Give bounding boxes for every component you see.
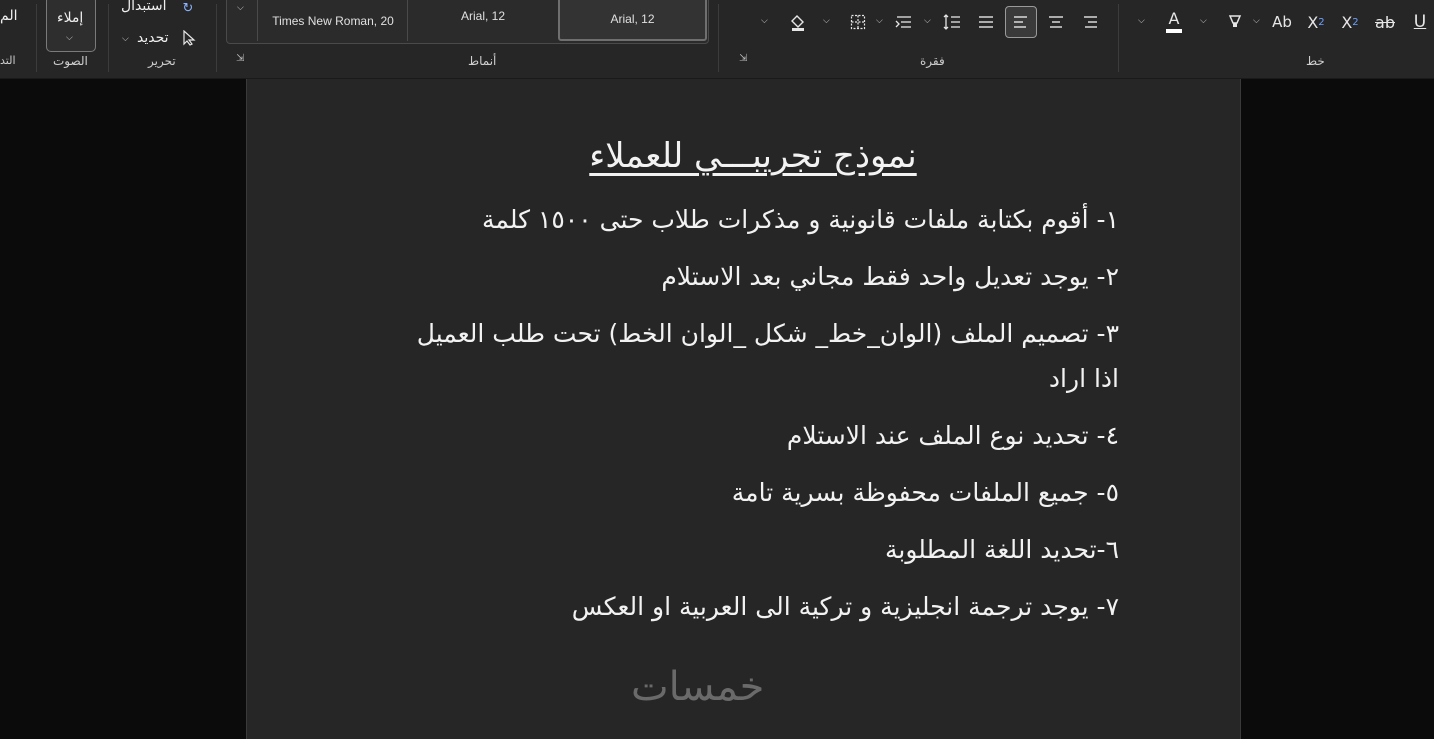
chevron-down-icon[interactable]: ⌵ bbox=[1138, 16, 1145, 26]
strikethrough-icon[interactable]: ab bbox=[1375, 12, 1395, 32]
document-page[interactable] bbox=[246, 79, 1241, 739]
justify-icon[interactable] bbox=[972, 8, 1000, 36]
separator bbox=[36, 4, 37, 72]
underline-icon[interactable]: U bbox=[1413, 12, 1427, 32]
subscript-icon[interactable]: X 2 bbox=[1341, 12, 1359, 32]
paragraph-dialog-launcher-icon[interactable]: ⇲ bbox=[739, 53, 748, 64]
borders-icon[interactable] bbox=[844, 8, 872, 36]
voice-group-label: الصوت bbox=[53, 54, 88, 68]
style-item[interactable]: Times New Roman, 20 bbox=[257, 0, 408, 41]
cutoff-button[interactable]: الم bbox=[0, 8, 18, 24]
align-right-icon[interactable] bbox=[1076, 8, 1104, 36]
text-direction-icon[interactable] bbox=[890, 8, 918, 36]
dictate-button[interactable] bbox=[46, 0, 96, 52]
replace-button[interactable]: استبدال bbox=[121, 0, 167, 14]
font-color-icon[interactable]: A bbox=[1160, 8, 1188, 36]
separator bbox=[1118, 4, 1119, 72]
align-left-icon[interactable] bbox=[1005, 6, 1037, 38]
document-line: ٣- تصميم الملف (الوان_خط_ شكل _الوان الخط) تحت طلب العميل اذا اراد bbox=[416, 319, 1119, 393]
style-item[interactable]: Arial, 12 bbox=[407, 0, 558, 41]
styles-gallery bbox=[226, 0, 709, 44]
replace-icon[interactable]: ↻ bbox=[182, 0, 194, 16]
select-button[interactable]: تحديد bbox=[137, 30, 169, 46]
chevron-down-icon[interactable]: ⌵ bbox=[924, 16, 931, 26]
document-line: ١- أقوم بكتابة ملفات قانونية و مذكرات طلاب حتى ١٥٠٠ كلمة bbox=[481, 205, 1119, 234]
chevron-down-icon[interactable]: ⌵ bbox=[823, 16, 830, 26]
editing-group-label: تحرير bbox=[148, 54, 176, 68]
line-spacing-icon[interactable] bbox=[938, 8, 966, 36]
chevron-down-icon[interactable]: ⌵ bbox=[1253, 16, 1260, 26]
document-line: ٦-تحديد اللغة المطلوبة bbox=[884, 535, 1119, 564]
shading-icon[interactable] bbox=[784, 8, 812, 36]
watermark-logo: خمسات bbox=[631, 664, 765, 710]
separator bbox=[216, 4, 217, 72]
ribbon bbox=[0, 0, 1434, 79]
change-case-icon[interactable]: Ab bbox=[1272, 13, 1292, 31]
cutoff-group-label: التد bbox=[0, 54, 16, 67]
chevron-down-icon[interactable]: ⌵ bbox=[761, 16, 768, 26]
chevron-down-icon[interactable]: ⌵ bbox=[1200, 16, 1207, 26]
chevron-down-icon: ⌵ bbox=[66, 33, 73, 43]
styles-dialog-launcher-icon[interactable]: ⇲ bbox=[236, 53, 245, 64]
document-line: ٢- يوجد تعديل واحد فقط مجاني بعد الاستلام bbox=[661, 262, 1119, 291]
dictate-label: إملاء bbox=[57, 10, 84, 26]
align-center-icon[interactable] bbox=[1042, 8, 1070, 36]
select-cursor-icon[interactable] bbox=[180, 28, 198, 48]
highlight-icon[interactable] bbox=[1222, 10, 1248, 34]
document-line: ٥- جميع الملفات محفوظة بسرية تامة bbox=[731, 478, 1119, 507]
chevron-down-icon[interactable]: ⌵ bbox=[876, 16, 883, 26]
separator bbox=[108, 4, 109, 72]
superscript-icon[interactable]: X 2 bbox=[1307, 12, 1325, 32]
document-line: ٤- تحديد نوع الملف عند الاستلام bbox=[786, 421, 1119, 450]
document-title: نموذج تجريبـــي للعملاء bbox=[589, 136, 917, 176]
chevron-down-icon[interactable]: ⌵ bbox=[122, 34, 129, 44]
document-line: ٧- يوجد ترجمة انجليزية و تركية الى العربية او العكس bbox=[571, 592, 1119, 621]
font-group-label: خط bbox=[1306, 54, 1325, 68]
separator bbox=[718, 4, 719, 72]
style-item[interactable]: Arial, 12 bbox=[558, 0, 707, 41]
styles-group-label: أنماط bbox=[468, 54, 497, 68]
document-body[interactable] bbox=[387, 129, 1119, 641]
gallery-more-icon[interactable]: ⌵ bbox=[237, 3, 244, 13]
paragraph-group-label: فقرة bbox=[920, 54, 945, 68]
